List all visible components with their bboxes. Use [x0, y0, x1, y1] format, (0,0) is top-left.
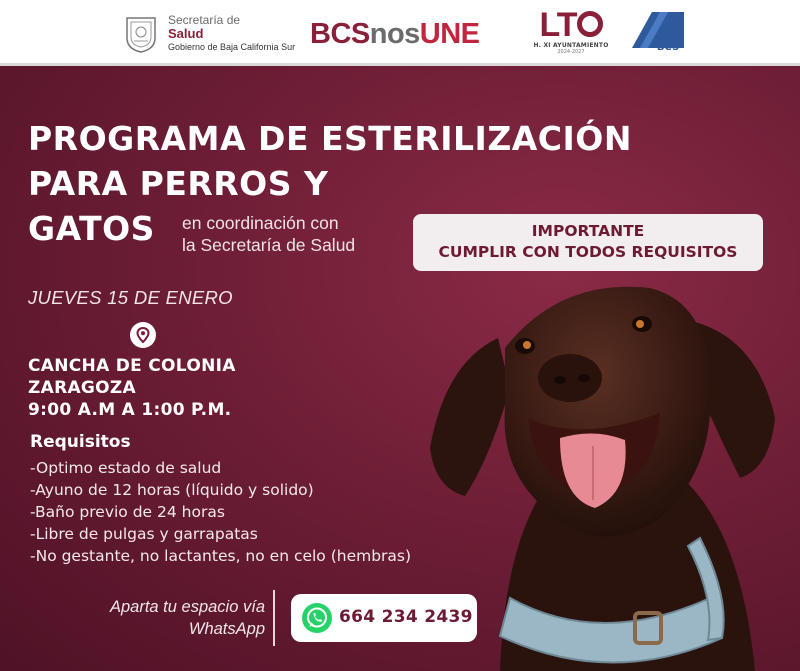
lto-mark	[530, 8, 612, 42]
bcs-logo-part2: nos	[369, 18, 420, 50]
requirement-item: -Baño previo de 24 horas	[30, 503, 225, 521]
requirement-item: -Optimo estado de salud	[30, 459, 222, 477]
phone-number: 664 234 2439	[339, 607, 473, 627]
important-line2: CUMPLIR CON TODOS REQUISITOS	[438, 243, 738, 261]
location-line2: ZARAGOZA	[28, 378, 137, 398]
requirement-item: -No gestante, no lactantes, no en celo (hembras)	[30, 547, 412, 565]
lto-mark-text: LT	[539, 6, 577, 44]
important-line1: IMPORTANTE	[531, 222, 645, 240]
bcs-badge-text: BCS	[656, 42, 680, 53]
secretaria-salud-logo	[168, 14, 295, 54]
event-location	[28, 355, 236, 421]
salud-line2: Salud	[168, 26, 204, 41]
location-line1: CANCHA DE COLONIA	[28, 356, 236, 376]
requirements-title: Requisitos	[30, 432, 131, 452]
reserve-prompt	[60, 596, 265, 640]
reserve-line2: WhatsApp	[188, 620, 265, 638]
whatsapp-contact-button[interactable]	[291, 594, 477, 642]
requirement-item: -Ayuno de 12 horas (líquido y solido)	[30, 481, 314, 499]
important-notice	[413, 214, 763, 271]
lto-line1: H. XI AYUNTAMIENTO	[533, 42, 609, 49]
bcs-nos-une-logo	[310, 18, 480, 50]
requirements-list	[30, 457, 411, 567]
state-seal-icon	[124, 14, 158, 54]
bcs-logo-part3: UNE	[419, 18, 480, 50]
coordination-line2: la Secretaría de Salud	[182, 235, 356, 255]
title-line1: PROGRAMA DE ESTERILIZACIÓN	[28, 119, 632, 158]
lto-line2: 2024-2027	[557, 49, 585, 55]
coordination-line1: en coordinación con	[182, 213, 339, 233]
bcs-badge-logo	[630, 8, 686, 56]
lto-ayuntamiento-logo	[530, 8, 612, 55]
bcs-logo-part1: BCS	[310, 18, 370, 50]
header-bar	[0, 0, 800, 66]
coordination-note	[182, 212, 355, 256]
lto-ring-icon	[577, 11, 603, 37]
reserve-line1: Aparta tu espacio vía	[109, 598, 265, 616]
location-pin-icon	[130, 322, 156, 348]
event-date: JUEVES 15 DE ENERO	[28, 287, 233, 308]
divider	[273, 590, 275, 646]
salud-line3: Gobierno de Baja California Sur	[168, 42, 296, 52]
requirement-item: -Libre de pulgas y garrapatas	[30, 525, 258, 543]
title-line2: PARA PERROS Y	[28, 164, 329, 203]
salud-line1: Secretaría de	[168, 13, 241, 27]
event-time: 9:00 A.M A 1:00 P.M.	[28, 400, 232, 420]
whatsapp-icon	[301, 602, 333, 634]
title-line3: GATOS	[28, 209, 155, 248]
